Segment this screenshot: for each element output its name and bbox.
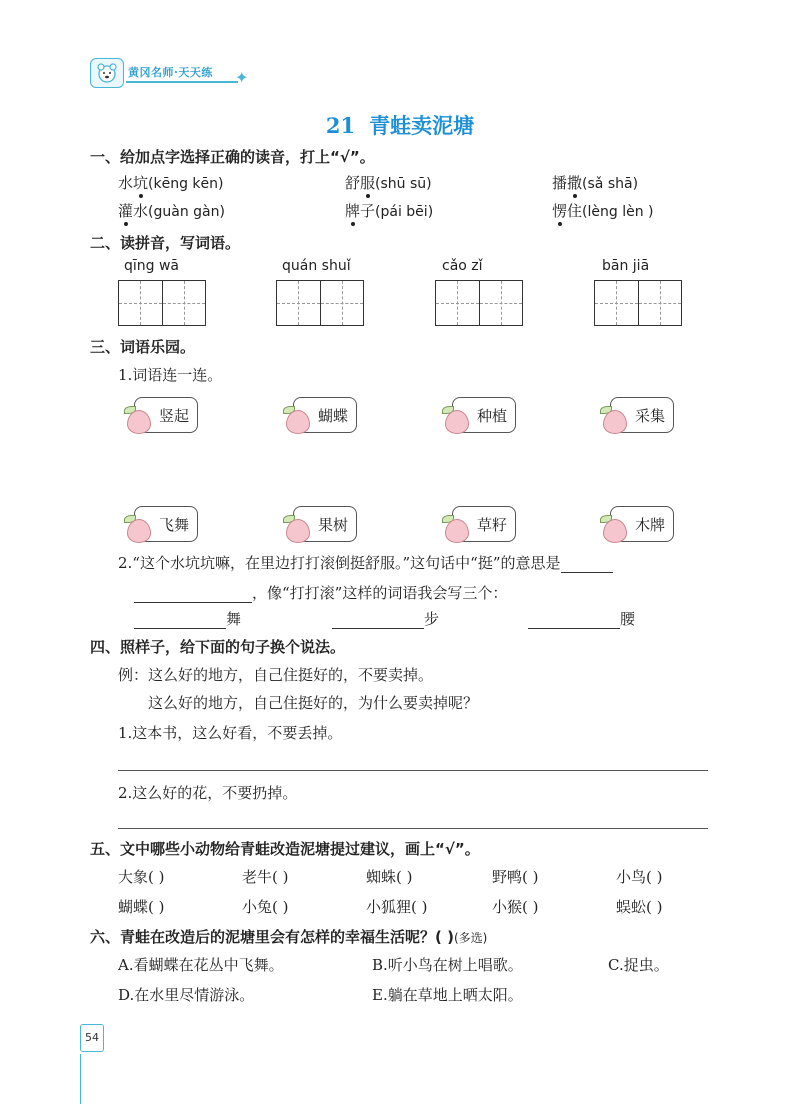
section-6-heading: 六、青蛙在改造后的泥塘里会有怎样的幸福生活呢？( )(多选) [90, 928, 488, 946]
word-card-bottom-4[interactable]: 木牌 [610, 506, 674, 542]
writing-grid-3[interactable] [435, 280, 523, 326]
s5-animal-3[interactable]: 蜘蛛( ) [366, 868, 413, 886]
s3-q2-line2: ，像“打打滚”这样的词语我会写三个： [134, 582, 507, 603]
writing-grid-2[interactable] [276, 280, 364, 326]
writing-grid-4[interactable] [594, 280, 682, 326]
brand-text: 黄冈名师·天天练 [128, 66, 213, 79]
s3-fill-1: 舞 [134, 608, 241, 629]
s5-animal-7[interactable]: 小兔( ) [242, 898, 289, 916]
word-card-bottom-1[interactable]: 飞舞 [134, 506, 198, 542]
s3-fill-2: 步 [332, 608, 439, 629]
s5-animal-10[interactable]: 蜈蚣( ) [616, 898, 663, 916]
s1-item-6: 愣住(lèng lèn ) [552, 202, 654, 220]
brand-underline [126, 81, 238, 83]
answer-line-2[interactable] [118, 828, 708, 829]
s6-option-a[interactable]: A.看蝴蝶在花丛中飞舞。 [118, 956, 284, 974]
s1-item-4: 灌水(guàn gàn) [118, 202, 225, 220]
word-card-top-4[interactable]: 采集 [610, 397, 674, 433]
bear-logo-icon [90, 58, 124, 88]
s5-animal-5[interactable]: 小鸟( ) [616, 868, 663, 886]
sparkle-icon: ✦ [235, 68, 249, 87]
word-card-top-2[interactable]: 蝴蝶 [293, 397, 357, 433]
pinyin-1: qīng wā [124, 258, 180, 274]
word-card-top-1[interactable]: 竖起 [134, 397, 198, 433]
answer-blank[interactable] [332, 610, 424, 629]
s5-animal-9[interactable]: 小猴( ) [492, 898, 539, 916]
section-3-heading: 三、词语乐园。 [90, 338, 196, 356]
peach-icon [445, 410, 469, 434]
s4-q2: 2.这么好的花，不要扔掉。 [118, 784, 298, 802]
pinyin-2: quán shuǐ [282, 258, 351, 274]
writing-grid-1[interactable] [118, 280, 206, 326]
section-1-heading: 一、给加点字选择正确的读音，打上“√”。 [90, 148, 375, 166]
s3-sub1: 1.词语连一连。 [118, 366, 223, 384]
s3-q2-line1: 2.“这个水坑坑嘛，在里边打打滚倒挺舒服。”这句话中“挺”的意思是 [118, 552, 613, 573]
s6-option-e[interactable]: E.躺在草地上晒太阳。 [372, 986, 523, 1004]
peach-icon [445, 519, 469, 543]
peach-icon [286, 410, 310, 434]
s1-item-3: 播撒(sǎ shā) [552, 174, 639, 192]
pinyin-3: cǎo zǐ [442, 258, 483, 274]
peach-icon [603, 519, 627, 543]
multi-select-note: (多选) [453, 931, 488, 945]
s6-option-b[interactable]: B.听小鸟在树上唱歌。 [372, 956, 523, 974]
s1-item-5: 牌子(pái bēi) [345, 202, 434, 220]
peach-icon [286, 519, 310, 543]
lesson-number: 21 [325, 113, 356, 138]
peach-icon [603, 410, 627, 434]
s5-animal-8[interactable]: 小狐狸( ) [366, 898, 428, 916]
brand-header [90, 58, 250, 88]
word-card-bottom-3[interactable]: 草籽 [452, 506, 516, 542]
section-4-heading: 四、照样子，给下面的句子换个说法。 [90, 638, 346, 656]
answer-blank[interactable] [528, 610, 620, 629]
s6-option-d[interactable]: D.在水里尽情游泳。 [118, 986, 255, 1004]
s3-fill-3: 腰 [528, 608, 635, 629]
s5-animal-1[interactable]: 大象( ) [118, 868, 165, 886]
s1-item-1: 水坑(kēng kēn) [118, 174, 224, 192]
word-card-bottom-2[interactable]: 果树 [293, 506, 357, 542]
answer-blank[interactable] [134, 584, 252, 603]
answer-line-1[interactable] [118, 770, 708, 771]
s4-example-1: 例：这么好的地方，自己住挺好的，不要卖掉。 [118, 666, 434, 684]
s5-animal-4[interactable]: 野鸭( ) [492, 868, 539, 886]
s5-animal-2[interactable]: 老牛( ) [242, 868, 289, 886]
section-5-heading: 五、文中哪些小动物给青蛙改造泥塘提过建议，画上“√”。 [90, 840, 480, 858]
answer-blank[interactable] [134, 610, 226, 629]
page-number: 54 [80, 1024, 104, 1052]
peach-icon [127, 519, 151, 543]
section-2-heading: 二、读拼音，写词语。 [90, 234, 241, 252]
s5-animal-6[interactable]: 蝴蝶( ) [118, 898, 165, 916]
peach-icon [127, 410, 151, 434]
word-card-top-3[interactable]: 种植 [452, 397, 516, 433]
lesson-title-text: 青蛙卖泥塘 [369, 113, 475, 138]
s4-q1: 1.这本书，这么好看，不要丢掉。 [118, 724, 343, 742]
s6-option-c[interactable]: C.捉虫。 [608, 956, 669, 974]
s1-item-2: 舒服(shū sū) [345, 174, 432, 192]
page-edge-decoration [80, 1054, 105, 1104]
pinyin-4: bān jiā [602, 258, 650, 274]
lesson-title [0, 110, 800, 140]
answer-blank[interactable] [561, 554, 613, 573]
s4-example-2: 这么好的地方，自己住挺好的，为什么要卖掉呢？ [148, 694, 479, 712]
